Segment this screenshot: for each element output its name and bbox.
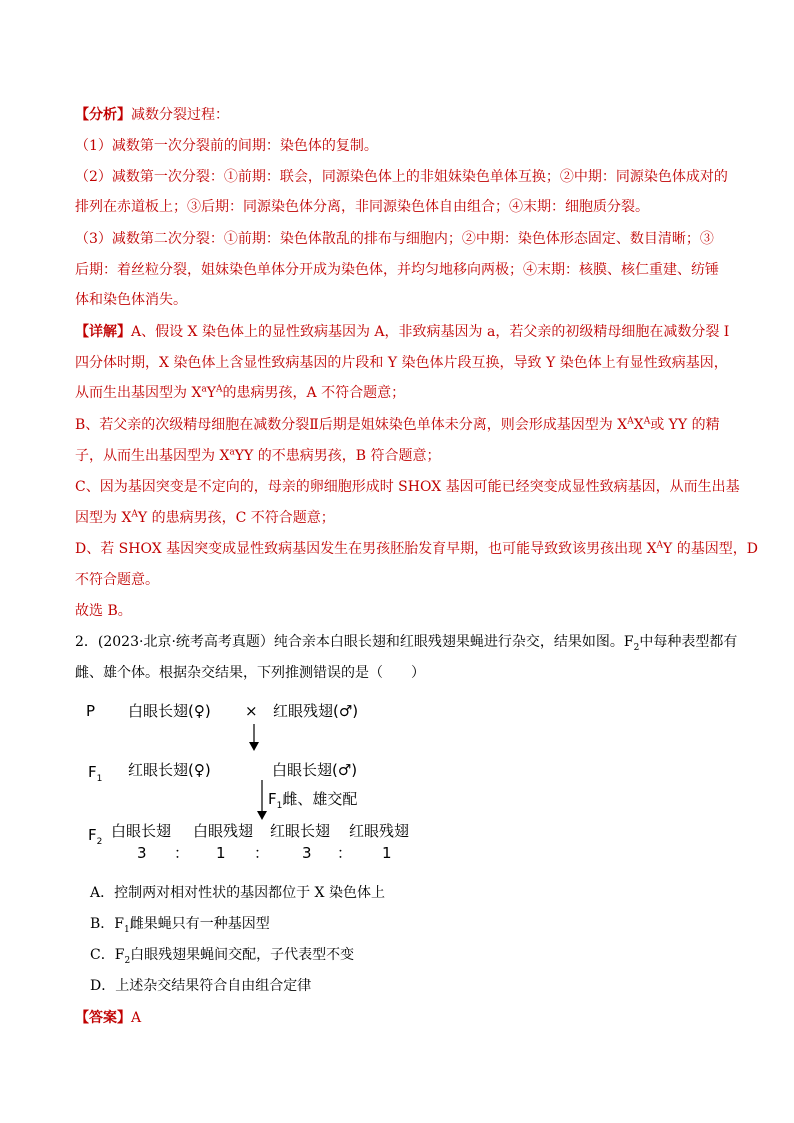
f2-phenotype-1: 白眼长翅 bbox=[111, 822, 172, 840]
analysis-p2a: （2）减数第一次分裂：①前期：联会，同源染色体上的非姐妹染色单体互换；②中期：同源染色体成对的 bbox=[75, 169, 728, 185]
f2-phenotype-2: 白眼残翅 bbox=[193, 822, 254, 840]
option-c: C．$F_2$白眼残翅果蝇间交配，子代表型不变 bbox=[90, 947, 355, 966]
analysis-p3b: 后期：着丝粒分裂，姐妹染色单体分开成为染色体，并均匀地移向两极；④末期：核膜、核仁重建、纺锤 bbox=[75, 262, 719, 278]
f1-mating-label: $F_1$雌、雄交配 bbox=[268, 790, 358, 811]
answer-tag: 【答案】 bbox=[75, 1010, 131, 1026]
detail-d1-pre: D、若 SHOX 基因突变成显性致病基因发生在男孩胚胎发育早期，也可能导致致该男孩出现 X bbox=[75, 541, 657, 557]
question-line1-sub: 2 bbox=[633, 642, 640, 653]
detail-b1-sup1: A bbox=[627, 416, 634, 427]
detail-d1-sup: A bbox=[656, 540, 664, 551]
ratio-sep-2: ： bbox=[254, 844, 270, 862]
analysis-tag: 【分析】 bbox=[75, 107, 131, 123]
f2-phenotype-4: 红眼残翅 bbox=[349, 822, 410, 840]
detail-c2 bbox=[75, 509, 335, 527]
p-female: 白眼长翅(♀) bbox=[128, 702, 211, 720]
detail-a1-text: A、假设 X 染色体上的显性致病基因为 A，非致病基因为 a，若父亲的初级精母细胞在减数分裂 I bbox=[131, 324, 730, 340]
detail-b1-mid: X bbox=[633, 417, 644, 433]
question-line1-post: 中每种表型都有 bbox=[639, 634, 738, 650]
answer-value: A bbox=[131, 1010, 142, 1026]
detail-b1-post: 或 YY 的精 bbox=[650, 417, 720, 433]
f1-male: 白眼长翅(♂) bbox=[272, 761, 358, 779]
detail-b2 bbox=[75, 447, 440, 465]
analysis-title: 减数分裂过程： bbox=[131, 107, 229, 123]
analysis-p2b: 排列在赤道板上；③后期：同源染色体分离，非同源染色体自由组合；④末期：细胞质分裂。 bbox=[75, 199, 649, 215]
detail-d1-post: Y 的基因型，D bbox=[663, 541, 758, 557]
ratio-4: 1 bbox=[382, 844, 392, 862]
option-d: D．上述杂交结果符合自由组合定律 bbox=[90, 978, 312, 994]
analysis-p1: （1）减数第一次分裂前的间期：染色体的复制。 bbox=[75, 138, 378, 154]
detail-b2-sup: a bbox=[229, 447, 235, 458]
question-line1-text: 2．(2023·北京·统考高考真题）纯合亲本白眼长翅和红眼残翅果蝇进行杂交，结果如图。F bbox=[75, 634, 634, 650]
detail-c2-post: Y 的患病男孩，C 不符合题意； bbox=[137, 510, 335, 526]
detail-a3-post: 的患病男孩，A 不符合题意； bbox=[222, 385, 406, 401]
analysis-heading bbox=[75, 106, 229, 124]
detail-c2-sup: A bbox=[131, 509, 138, 520]
p-label: P bbox=[86, 702, 96, 720]
detail-a2: 四分体时期，X 染色体上含显性致病基因的片段和 Y 染色体片段互换，导致 Y 染色体上有显性致病基因， bbox=[75, 355, 728, 371]
question-line2: 雌、雄个体。根据杂交结果，下列推测错误的是（ ） bbox=[75, 665, 425, 681]
detail-b2-pre: 子，从而生出基因型为 X bbox=[75, 448, 230, 464]
detail-a1 bbox=[75, 323, 729, 341]
ratio-sep-1: ： bbox=[174, 844, 190, 862]
analysis-p3a: （3）减数第二次分裂：①前期：染色体散乱的排布与细胞内；②中期：染色体形态固定、数目清晰；③ bbox=[75, 231, 714, 247]
option-b: B．$F_1$雌果蝇只有一种基因型 bbox=[90, 916, 270, 935]
detail-a3-sup1: a bbox=[201, 384, 207, 395]
answer-line bbox=[75, 1009, 141, 1027]
option-a: A．控制两对相对性状的基因都位于 X 染色体上 bbox=[90, 885, 385, 901]
detail-a3 bbox=[75, 384, 405, 402]
ratio-1: 3 bbox=[137, 844, 147, 862]
ratio-2: 1 bbox=[216, 844, 226, 862]
f1-label: $F_1$ bbox=[88, 763, 103, 784]
detail-a3-sup2: A bbox=[216, 384, 223, 395]
ratio-sep-3: ： bbox=[337, 844, 353, 862]
detail-d1 bbox=[75, 540, 758, 558]
detail-conclusion: 故选 B。 bbox=[75, 603, 132, 619]
detail-d2: 不符合题意。 bbox=[75, 572, 159, 588]
detail-b1-sup2: A bbox=[643, 416, 651, 427]
detail-b2-post: YY 的不患病男孩，B 符合题意； bbox=[234, 448, 441, 464]
f1-female: 红眼长翅(♀) bbox=[128, 761, 211, 779]
question-line1 bbox=[75, 633, 737, 651]
f2-label: $F_2$ bbox=[88, 826, 103, 847]
p-male: 红眼残翅(♂) bbox=[273, 702, 359, 720]
ratio-3: 3 bbox=[302, 844, 312, 862]
detail-a3-mid: Y bbox=[206, 385, 217, 401]
p-to-f1-arrow bbox=[246, 724, 262, 752]
detail-tag: 【详解】 bbox=[75, 324, 131, 340]
cross-symbol: × bbox=[245, 702, 258, 720]
detail-b1 bbox=[75, 416, 720, 434]
detail-c2-pre: 因型为 X bbox=[75, 510, 132, 526]
detail-c1: C、因为基因突变是不定向的，母亲的卵细胞形成时 SHOX 基因可能已经突变成显性致病基因，从而生出基 bbox=[75, 479, 740, 495]
f2-phenotype-3: 红眼长翅 bbox=[270, 822, 331, 840]
detail-a3-pre: 从而生出基因型为 X bbox=[75, 385, 202, 401]
analysis-p3c: 体和染色体消失。 bbox=[75, 292, 187, 308]
detail-b1-pre: B、若父亲的次级精母细胞在减数分裂Ⅱ后期是姐妹染色单体未分离，则会形成基因型为 X bbox=[75, 417, 628, 433]
